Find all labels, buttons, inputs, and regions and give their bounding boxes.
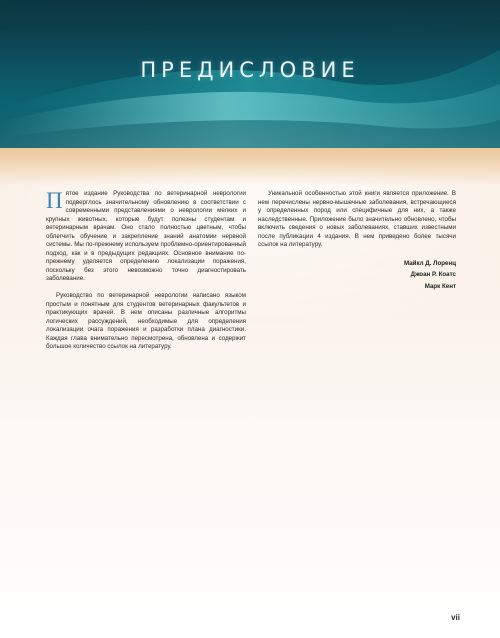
paragraph-style: Руководство по ветеринарной неврологии написано языком простым и понятным для студентов ветеринарных факультетов и практикующих врачей. В нем описаны различные алгоритмы логических рассуждений, необходимые для определения локализации очага поражения и разработки плана диагностики. Каждая глава внимательно пересмотрена, обновлена и содержит большое количество ссылок на литературу. — [46, 292, 246, 351]
header-bottom-band — [0, 148, 500, 186]
author-name: Майкл Д. Лоренц — [403, 259, 456, 267]
right-column — [258, 190, 456, 292]
author-signatures — [258, 258, 456, 293]
paragraph-intro — [46, 190, 246, 284]
drop-cap: П — [46, 188, 63, 213]
author-name: Марк Кент — [424, 282, 456, 290]
paragraph-appendix: Уникальной особенностью этой книги является приложение. В нем перечислены нервно-мышечные заболевания, встречающиеся у определенных пород или специфичные для них, а также наследственные. Приложение было значительно обновлено, чтобы включить сведения о новых заболеваниях, ставших известными после публикации 4 издания. В нем приведено более тысячи ссылок на литературу. — [258, 190, 456, 249]
left-column — [46, 190, 246, 352]
page-title: ПРЕДИСЛОВИЕ — [140, 58, 360, 82]
header-banner — [0, 0, 500, 148]
page-number: vii — [451, 613, 460, 622]
header-glow — [0, 110, 500, 148]
author-name: Джоан Р. Коатс — [410, 271, 456, 279]
paragraph-intro-text: ятое издание Руководства по ветеринарной неврологии подверглось значительному обновлению в соответствии с современными представлениями о неврологии мелких и крупных животных, которые будут полезны студентам и ветеринарным врачам. Оно стало полностью цветным, чтобы облегчить обучение и закрепление знаний анатомии нервной системы. Мы по-прежнему используем проблемно-ориентированный подход, как и в предыдущих редакциях. Основное внимание по-прежнему уделяется определению локализации поражения, поскольку без этого невозможно точно диагностировать заболевание. — [46, 190, 246, 283]
